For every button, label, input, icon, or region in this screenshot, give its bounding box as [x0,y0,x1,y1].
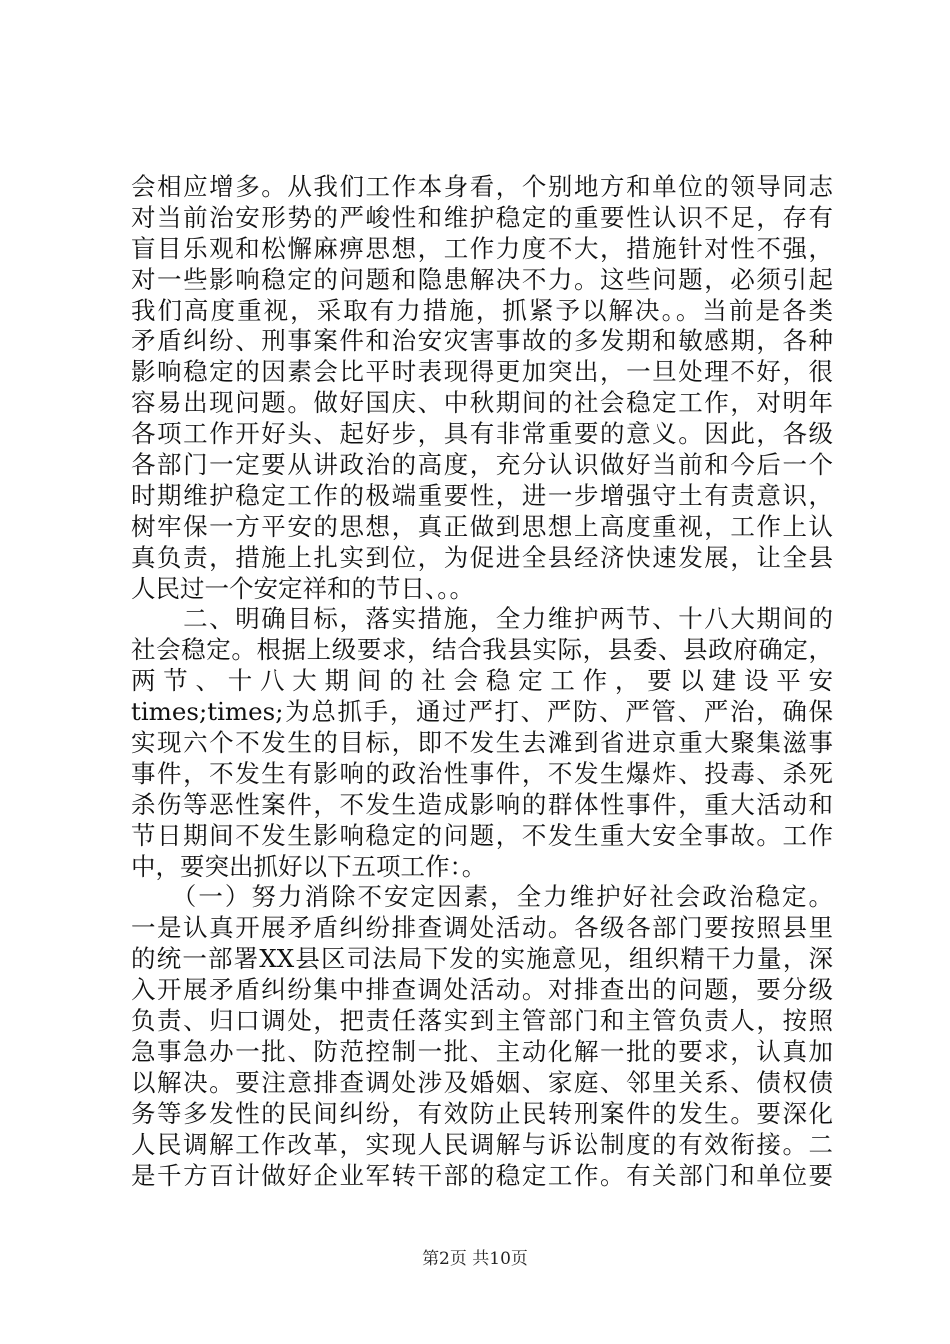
text-line: 各项工作开好头、起好步，具有非常重要的意义。因此，各级 [131,419,833,449]
text-line: 一是认真开展矛盾纠纷排查调处活动。各级各部门要按照县里 [131,913,833,943]
text-line: 中，要突出抓好以下五项工作：。 [131,851,487,881]
text-line: 各部门一定要从讲政治的高度，充分认识做好当前和今后一个 [131,450,833,480]
text-line: 盲目乐观和松懈麻痹思想，工作力度不大，措施针对性不强， [131,233,833,263]
text-line: 急事急办一批、防范控制一批、主动化解一批的要求，认真加 [131,1036,833,1066]
text-line: 杀伤等恶性案件，不发生造成影响的群体性事件，重大活动和 [131,789,833,819]
text-line: 树牢保一方平安的思想，真正做到思想上高度重视，工作上认 [131,511,833,541]
text-line: 负责、归口调处，把责任落实到主管部门和主管负责人，按照 [131,1006,833,1036]
text-line: 务等多发性的民间纠纷，有效防止民转刑案件的发生。要深化 [131,1098,833,1128]
text-line: 实现六个不发生的目标，即不发生去滩到省进京重大聚集滋事 [131,728,833,758]
text-line: 是千方百计做好企业军转干部的稳定工作。有关部门和单位要 [131,1160,833,1190]
text-line: 人民调解工作改革，实现人民调解与诉讼制度的有效衔接。二 [131,1129,833,1159]
body-text [131,172,833,1191]
text-line: 的统一部署XX县区司法局下发的实施意见，组织精干力量，深 [131,944,833,974]
text-line: 影响稳定的因素会比平时表现得更加突出，一旦处理不好，很 [131,357,833,387]
text-line: 真负责，措施上扎实到位，为促进全县经济快速发展，让全县 [131,542,833,572]
text-line: times;times;为总抓手，通过严打、严防、严管、严治，确保 [131,697,833,727]
text-line: 事件，不发生有影响的政治性事件，不发生爆炸、投毒、杀死 [131,758,833,788]
text-line: 二、明确目标，落实措施，全力维护两节、十八大期间的 [131,604,833,634]
text-line: 两节、十八大期间的社会稳定工作，要以建设平安 [131,666,833,696]
text-line: 入开展矛盾纠纷集中排查调处活动。对排查出的问题，要分级 [131,975,833,1005]
text-line: 节日期间不发生影响稳定的问题，不发生重大安全事故。工作 [131,820,833,850]
text-line: 容易出现问题。做好国庆、中秋期间的社会稳定工作，对明年 [131,388,833,418]
text-line: 会相应增多。从我们工作本身看，个别地方和单位的领导同志 [131,172,833,201]
text-line: （一）努力消除不安定因素，全力维护好社会政治稳定。 [131,882,833,912]
text-line: 对一些影响稳定的问题和隐患解决不力。这些问题，必须引起 [131,264,833,294]
page-footer: 第2页 共10页 [422,1249,528,1269]
text-line: 矛盾纠纷、刑事案件和治安灾害事故的多发期和敏感期，各种 [131,326,833,356]
text-line: 以解决。要注意排查调处涉及婚姻、家庭、邻里关系、债权债 [131,1067,833,1097]
text-line: 对当前治安形势的严峻性和维护稳定的重要性认识不足，存有 [131,202,833,232]
text-line: 我们高度重视，采取有力措施，抓紧予以解决。。当前是各类 [131,295,833,325]
text-line: 人民过一个安定祥和的节日、。。 [131,573,474,603]
text-line: 社会稳定。根据上级要求，结合我县实际，县委、县政府确定， [131,635,833,665]
text-line: 时期维护稳定工作的极端重要性，进一步增强守土有责意识， [131,480,833,510]
